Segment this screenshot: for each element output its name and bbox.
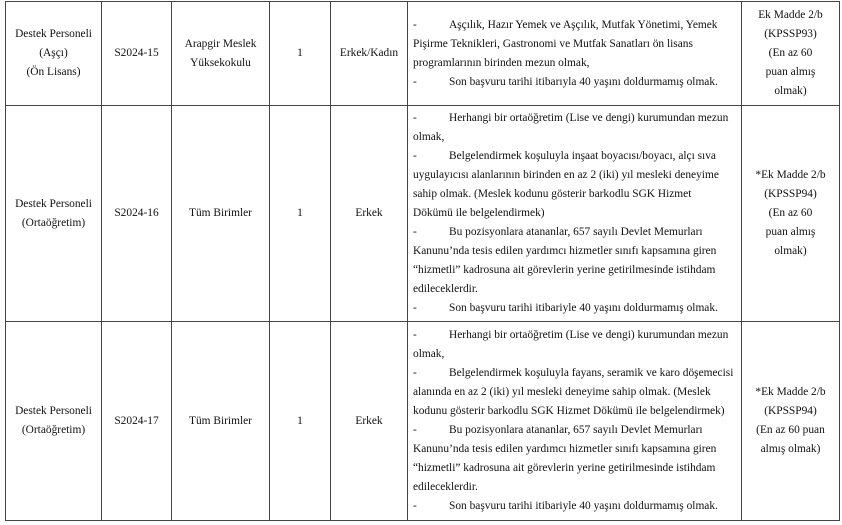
requirement-line (413, 35, 738, 54)
requirements-cell (408, 106, 742, 322)
table-row (6, 2, 840, 106)
score-line: Ek Madde 2/b (758, 9, 823, 21)
requirement-line (413, 478, 738, 497)
unit-line: Tüm Birimler (189, 414, 252, 427)
bullet-dash: - (413, 329, 417, 341)
score-line: (En az 60 (768, 207, 813, 219)
requirement-text: edileceklerdir. (413, 481, 478, 493)
requirement-line (413, 261, 738, 280)
requirement-line (413, 421, 738, 440)
requirement-text: Dökümü ile belgelendirmek) (413, 207, 545, 219)
score-line: (En az 60 (768, 47, 813, 59)
table-row (6, 106, 840, 322)
position-line: (Ortaöğretim) (21, 216, 86, 229)
bullet-dash: - (413, 424, 417, 436)
requirements-cell (408, 322, 742, 521)
requirement-text: Herhangi bir ortaöğretim (Lise ve dengi) kurumundan mezun (449, 329, 729, 341)
score-cell (742, 2, 840, 106)
requirement-text: Bu pozisyonlara atananlar, 657 sayılı Devlet Memurları (449, 226, 703, 238)
requirement-text: Son başvuru tarihi itibariyle 40 yaşını doldurmamış olmak. (449, 500, 718, 512)
requirement-text: olmak, (413, 348, 445, 360)
bullet-dash: - (413, 367, 417, 379)
requirement-text: Belgelendirmek koşuluyla inşaat boyacısı/boyacı, alçı sıva (449, 150, 716, 162)
score-line: olmak) (774, 85, 807, 97)
gender-cell: Erkek (331, 322, 408, 521)
score-line: almış olmak) (760, 443, 821, 455)
requirement-line (413, 109, 738, 128)
gender-cell: Erkek (331, 106, 408, 322)
requirement-line (413, 440, 738, 459)
unit-cell (172, 106, 270, 322)
requirement-text: Bu pozisyonlara atananlar, 657 sayılı Devlet Memurları (449, 424, 703, 436)
requirement-line (413, 223, 738, 242)
score-cell (742, 322, 840, 521)
requirement-line (413, 280, 738, 299)
count-cell: 1 (270, 322, 331, 521)
score-line: (En az 60 puan (756, 424, 825, 436)
count-cell: 1 (270, 2, 331, 106)
score-line: *Ek Madde 2/b (755, 169, 826, 181)
requirement-line (413, 54, 738, 73)
position-line: Destek Personeli (15, 28, 92, 40)
requirement-line (413, 459, 738, 478)
count-cell: 1 (270, 106, 331, 322)
requirement-text: programlarının birinden mezun olmak, (413, 56, 590, 69)
requirement-text: “hizmetli” kadrosuna ait görevlerin yerine getirilmesinde istihdam (413, 462, 716, 474)
unit-cell (172, 322, 270, 521)
bullet-dash: - (413, 112, 417, 124)
score-line: (KPSSP93) (764, 28, 817, 40)
score-cell (742, 106, 840, 322)
unit-cell (172, 2, 270, 106)
requirement-text: Herhangi bir ortaöğretim (Lise ve dengi) kurumundan mezun (449, 112, 729, 124)
unit-line: Tüm Birimler (189, 207, 252, 219)
requirement-line (413, 128, 738, 147)
code-cell: S2024-17 (102, 322, 172, 521)
requirement-line (413, 345, 738, 364)
requirement-text: Kanunu’nda tesis edilen yardımcı hizmetler sınıfı kapsamına giren (413, 443, 717, 455)
bullet-dash: - (413, 500, 417, 512)
positions-table (5, 1, 840, 521)
requirement-line (413, 185, 738, 204)
position-line: Destek Personeli (15, 405, 92, 417)
position-line: (Ortaöğretim) (21, 424, 86, 436)
bullet-dash: - (413, 302, 417, 314)
position-line: (Aşçı) (39, 47, 68, 59)
score-line: *Ek Madde 2/b (755, 386, 826, 398)
requirement-line (413, 242, 738, 261)
requirement-line (413, 364, 738, 383)
bullet-dash: - (413, 226, 417, 238)
requirement-text: alanında en az 2 (iki) yıl mesleki deneyime sahip olmak. (Meslek (413, 386, 711, 398)
unit-line: Yüksekokulu (190, 56, 251, 69)
score-line: puan almış (765, 226, 816, 238)
score-line: (KPSSP94) (764, 405, 817, 417)
bullet-dash: - (413, 18, 417, 31)
requirement-line (413, 497, 738, 516)
requirement-line (413, 147, 738, 166)
position-cell (6, 2, 102, 106)
position-line: Destek Personeli (15, 197, 92, 210)
requirement-line (413, 166, 738, 185)
requirement-text: edileceklerdir. (413, 283, 478, 295)
bullet-dash: - (413, 150, 417, 162)
requirement-line (413, 326, 738, 345)
requirement-text: Son başvuru tarihi itibariyle 40 yaşını doldurmamış olmak. (449, 302, 718, 314)
code-cell: S2024-16 (102, 106, 172, 322)
requirement-line (413, 73, 738, 92)
requirement-line (413, 204, 738, 223)
requirement-line (413, 299, 738, 318)
score-line: puan almış (765, 66, 816, 78)
bullet-dash: - (413, 75, 417, 88)
position-line: (Ön Lisans) (26, 66, 81, 78)
requirement-text: kodunu gösterir barkodlu SGK Hizmet Dökümü ile belgelendirmek) (413, 405, 725, 417)
requirement-text: olmak, (413, 131, 445, 143)
requirement-line (413, 16, 738, 35)
unit-line: Arapgir Meslek (184, 37, 257, 50)
score-line: olmak) (774, 245, 807, 257)
score-line: (KPSSP94) (764, 188, 817, 200)
requirement-text: “hizmetli” kadrosuna ait görevlerin yerine getirilmesinde istihdam (413, 264, 716, 276)
table-row (6, 322, 840, 521)
requirement-text: Son başvuru tarihi itibarıyla 40 yaşını doldurmamış olmak. (449, 75, 718, 88)
gender-cell: Erkek/Kadın (331, 2, 408, 106)
requirement-text: sahip olmak. (Meslek kodunu gösterir barkodlu SGK Hizmet (413, 188, 692, 200)
requirement-text: Pişirme Teknikleri, Gastronomi ve Mutfak Sanatları ön lisans (413, 37, 693, 50)
requirement-text: Kanunu’nda tesis edilen yardımcı hizmetler sınıfı kapsamına giren (413, 245, 717, 257)
requirement-text: Aşçılık, Hazır Yemek ve Aşçılık, Mutfak Yönetimi, Yemek (449, 18, 718, 31)
requirement-text: uygulayıcısı alanlarının birinden en az 2 (iki) yıl mesleki deneyime (413, 169, 719, 181)
requirement-line (413, 402, 738, 421)
requirement-text: Belgelendirmek koşuluyla fayans, seramik ve karo döşemecisi (449, 367, 734, 379)
requirement-line (413, 383, 738, 402)
requirements-cell (408, 2, 742, 106)
position-cell (6, 322, 102, 521)
position-cell (6, 106, 102, 322)
code-cell: S2024-15 (102, 2, 172, 106)
